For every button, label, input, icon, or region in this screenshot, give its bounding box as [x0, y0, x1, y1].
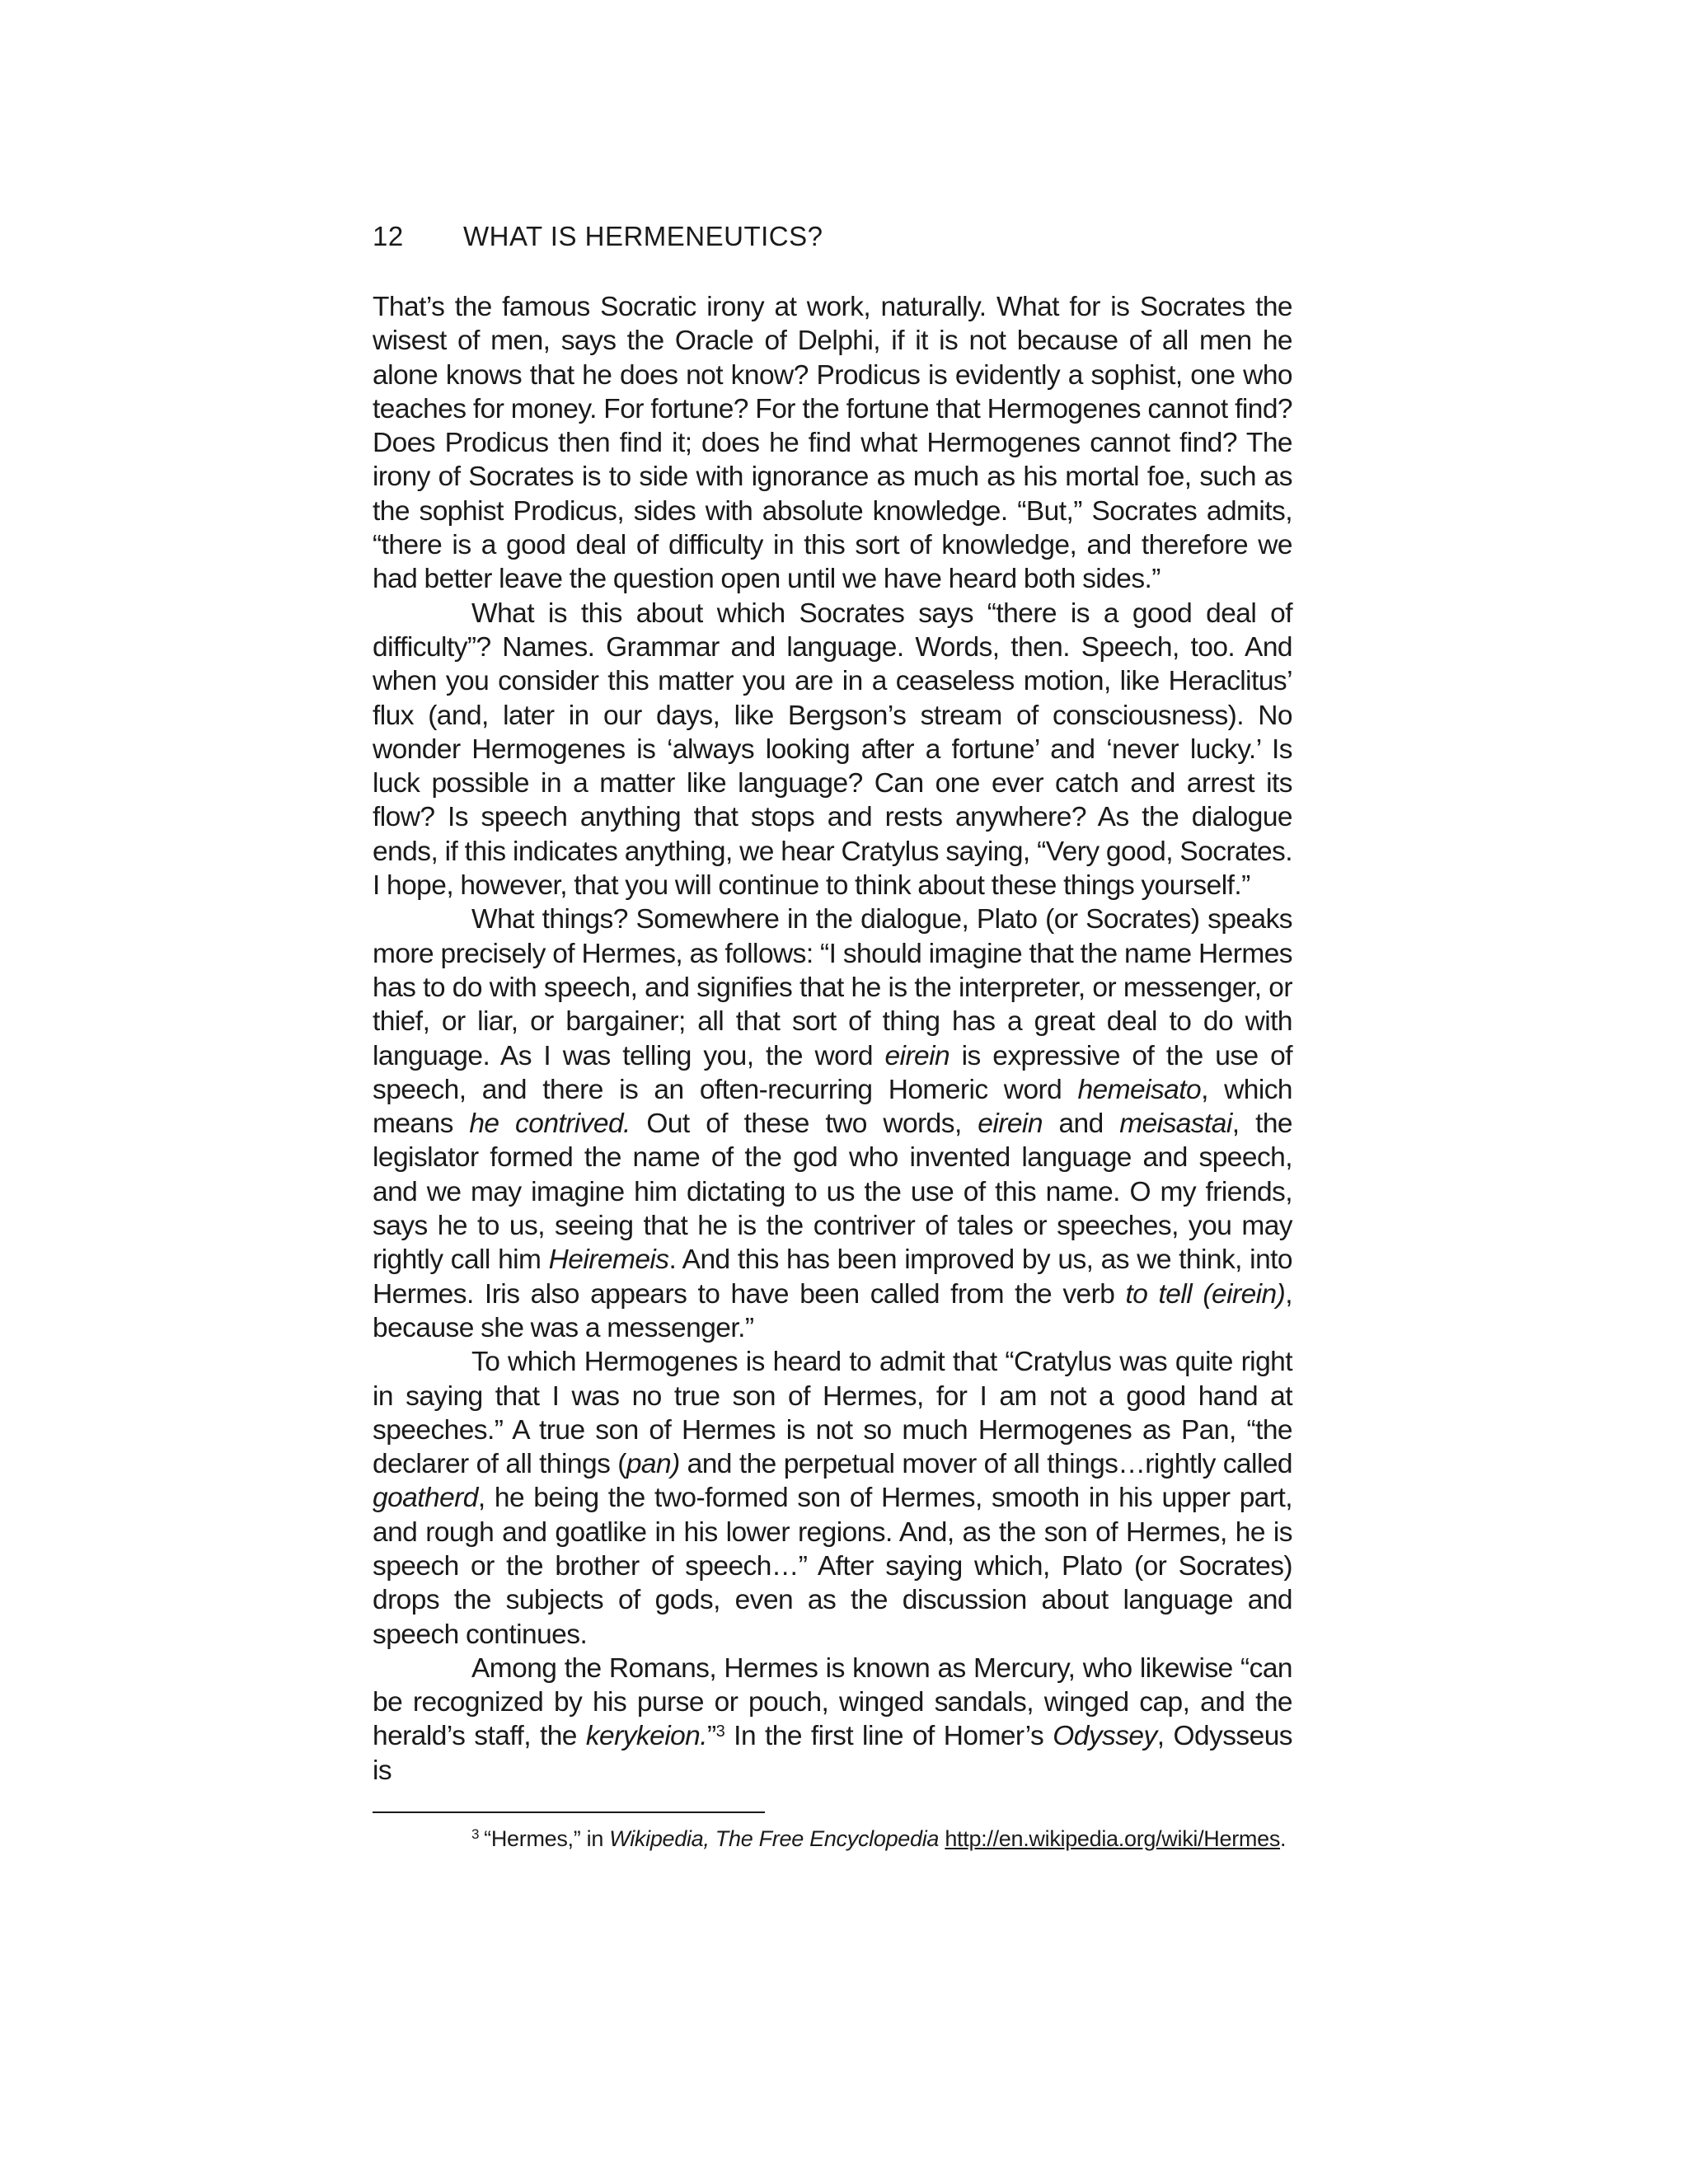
text-run: is expressive of the use of speech, and there is an often-recurring Homeric word	[373, 1040, 1293, 1105]
text-run: , he being the two-formed son of Hermes, smooth in his upper part, and rough and goatlike in his lower regions. And, as the son of Hermes, he is speech or the brother of speech…” After saying which, Plato (or Socrates) drops the subjects of gods, even as the discussion about language and speech continues.	[373, 1483, 1292, 1650]
footnote-text: .	[1280, 1826, 1287, 1851]
text-run: Among the Romans, Hermes is known as Mercury, who likewise “can be recognized by his purse or pouch, winged sandals, winged cap, and the herald’s staff, the	[373, 1652, 1292, 1752]
text-run: What things? Somewhere in the dialogue, Plato (or Socrates) speaks more precisely of Hermes, as follows: “I should imagine that the name Hermes has to do with speech, and signifies that he is the interpreter, or messenger, or thief, or liar, or bargainer; all that sort of thing has a great deal to do with language. As I was telling you, the word	[373, 904, 1292, 1071]
footnote-mark: 3	[471, 1826, 480, 1842]
italic-term: pan)	[626, 1449, 680, 1480]
text-run: In the first line of Homer’s	[724, 1721, 1053, 1752]
paragraph-3	[373, 902, 1292, 1345]
italic-term: eirein	[978, 1108, 1043, 1140]
text-run: Out of these two words,	[630, 1108, 978, 1140]
text-run: , because she was a messenger.”	[373, 1278, 1292, 1343]
italic-term: hemeisato	[1077, 1074, 1202, 1105]
text-run: ”	[707, 1721, 716, 1752]
page-number: 12	[373, 221, 404, 251]
footnote-text: “Hermes,” in	[484, 1826, 610, 1851]
footnote-separator	[373, 1811, 765, 1813]
italic-term: eirein	[884, 1040, 950, 1071]
text-run: and	[1042, 1108, 1120, 1140]
text-run: What is this about which Socrates says “there is a good deal of difficulty”? Names. Grammar and language. Words, then. Speech, too. And when you consider this matter you are in a ceaseless motion, like Heraclitus’ flux (and, later in our days, like Bergson’s stream of consciousness). No wonder Hermogenes is ‘always looking after a fortune’ and ‘never lucky.’ Is luck possible in a matter like language? Can one ever catch and arrest its flow? Is speech anything that stops and rests anywhere? As the dialogue ends, if this indicates anything, we hear Cratylus saying, “Very good, Socrates. I hope, however, that you will continue to think about these things yourself.”	[373, 598, 1292, 902]
text-run: , which means	[373, 1074, 1292, 1140]
paragraph-2	[373, 597, 1292, 903]
italic-term: he contrived.	[469, 1108, 631, 1140]
italic-term: to tell (eirein)	[1125, 1278, 1286, 1310]
text-run: , the legislator formed the name of the god who invented language and speech, and we may imagine him dictating to us the use of this name. O my friends, says he to us, seeing that he is the contriver of tales or speeches, you may rightly call him	[373, 1108, 1292, 1276]
footnote-reference[interactable]: 3	[715, 1722, 725, 1741]
text-run: , Odysseus is	[373, 1721, 1292, 1786]
footnote	[471, 1826, 1286, 1852]
italic-title: Odyssey	[1053, 1721, 1157, 1752]
running-head	[373, 221, 823, 252]
italic-term: Heiremeis	[548, 1244, 669, 1276]
chapter-title: WHAT IS HERMENEUTICS?	[463, 221, 823, 251]
footnote-link[interactable]: http://en.wikipedia.org/wiki/Hermes	[945, 1826, 1281, 1851]
footnote-source-title: Wikipedia, The Free Encyclopedia	[609, 1826, 940, 1851]
paragraph-4	[373, 1345, 1292, 1652]
text-run: That’s the famous Socratic irony at work, naturally. What for is Socrates the wisest of men, says the Oracle of Delphi, if it is not because of all men he alone knows that he does not know? Prodicus is evidently a sophist, one who teaches for money. For fortune? For the fortune that Hermogenes cannot find? Does Prodicus then find it; does he find what Hermogenes cannot find? The irony of Socrates is to side with ignorance as much as his mortal foe, such as the sophist Prodicus, sides with absolute knowledge. “But,” Socrates admits, “there is a good deal of difficulty in this sort of knowledge, and therefore we had better leave the question open until we have heard both sides.”	[373, 292, 1292, 595]
italic-term: kerykeion.	[585, 1721, 708, 1752]
paragraph-5	[373, 1652, 1292, 1788]
text-run: To which Hermogenes is heard to admit that “Cratylus was quite right in saying that I was no true son of Hermes, for I am not a good hand at speeches.” A true son of Hermes is not so much Hermogenes as Pan, “the declarer of all things (	[373, 1347, 1292, 1480]
italic-term: meisastai	[1119, 1108, 1232, 1140]
italic-term: goatherd	[373, 1483, 478, 1514]
text-run: . And this has been improved by us, as we think, into Hermes. Iris also appears to have been called from the verb	[373, 1244, 1292, 1310]
paragraph-1	[373, 290, 1292, 597]
body-text	[373, 290, 1292, 1788]
text-run: and the perpetual mover of all things…rightly called	[679, 1449, 1292, 1480]
